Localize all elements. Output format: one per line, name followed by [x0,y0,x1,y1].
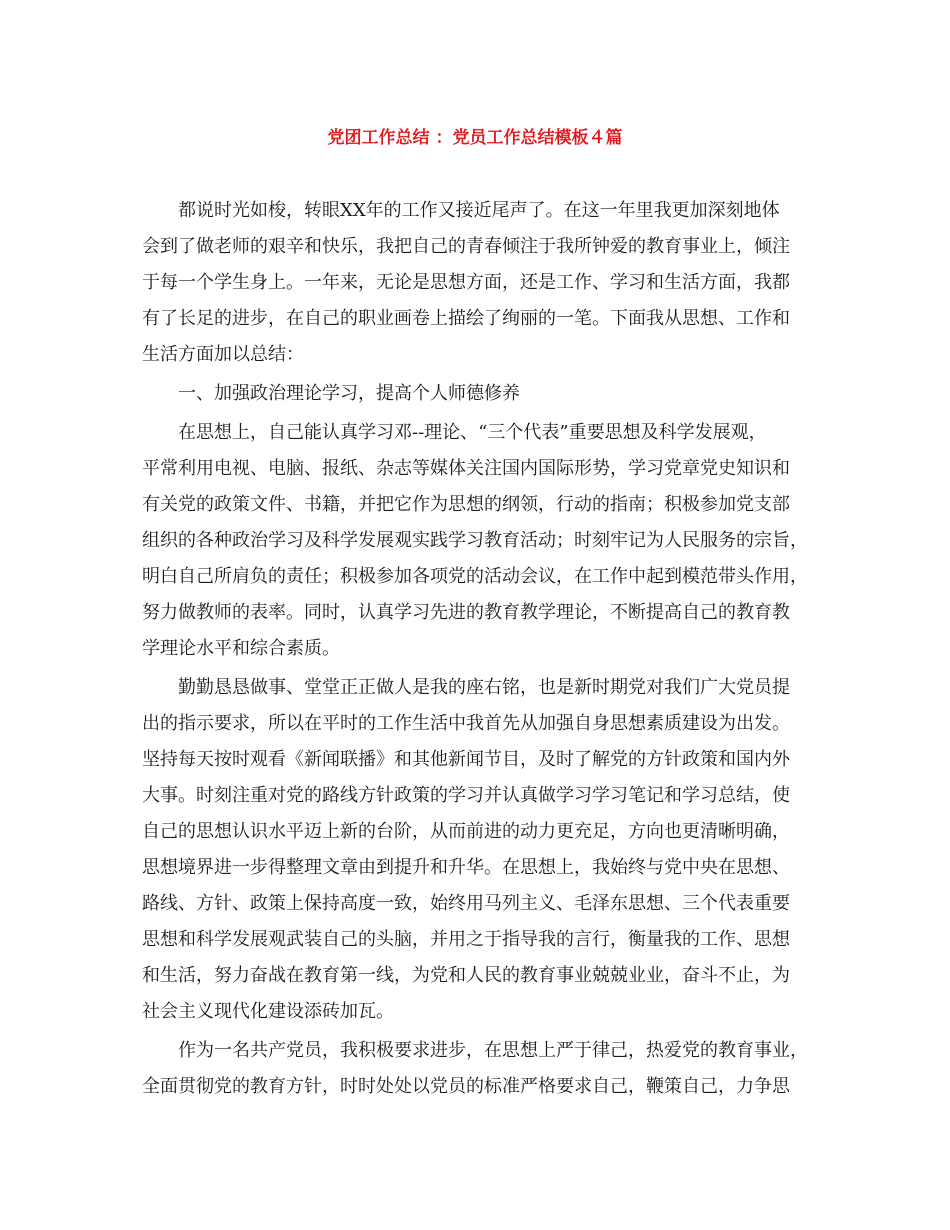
body-line: 平常利用电视、电脑、报纸、杂志等媒体关注国内国际形势，学习党章党史知识和 [142,458,790,479]
section-heading: 一、加强政治理论学习，提高个人师德修养 [178,383,520,404]
body-line: 全面贯彻党的教育方针，时时处处以党员的标准严格要求自己，鞭策自己，力争思 [142,1076,790,1097]
body-line: 在思想上，自己能认真学习邓--理论、“三个代表”重要思想及科学发展观， [178,422,767,443]
body-line: 和生活，努力奋战在教育第一线，为党和人民的教育事业兢兢业业，奋斗不止，为 [142,965,790,986]
body-line: 思想境界进一步得整理文章由到提升和升华。在思想上，我始终与党中央在思想、 [142,857,790,878]
body-line: 路线、方针、政策上保持高度一致，始终用马列主义、毛泽东思想、三个代表重要 [142,893,790,914]
body-line: 学理论水平和综合素质。 [142,638,340,659]
body-line: 勤勤恳恳做事、堂堂正正做人是我的座右铭，也是新时期党对我们广大党员提 [178,677,790,698]
body-line: 会到了做老师的艰辛和快乐，我把自己的青春倾注于我所钟爱的教育事业上，倾注 [142,236,790,257]
body-line: 都说时光如梭，转眼XX年的工作又接近尾声了。在这一年里我更加深刻地体 [178,200,780,221]
body-line: 坚持每天按时观看《新闻联播》和其他新闻节目，及时了解党的方针政策和国内外 [142,749,790,770]
body-line: 思想和科学发展观武装自己的头脑，并用之于指导我的言行，衡量我的工作、思想 [142,929,790,950]
body-line: 出的指示要求，所以在平时的工作生活中我首先从加强自身思想素质建设为出发。 [142,713,790,734]
document-body [142,193,818,1105]
body-line: 大事。时刻注重对党的路线方针政策的学习并认真做学习学习笔记和学习总结，使 [142,785,790,806]
body-line: 生活方面加以总结： [142,344,304,365]
document-title: 党团工作总结 ：党员工作总结模板４篇 [327,128,623,148]
body-line: 有了长足的进步，在自己的职业画卷上描绘了绚丽的一笔。下面我从思想、工作和 [142,308,790,329]
body-line: 作为一名共产党员，我积极要求进步，在思想上严于律己，热爱党的教育事业， [178,1040,808,1061]
body-line: 努力做教师的表率。同时，认真学习先进的教育教学理论，不断提高自己的教育教 [142,602,790,623]
body-line: 社会主义现代化建设添砖加瓦。 [142,1001,394,1022]
body-line: 明白自己所肩负的责任；积极参加各项党的活动会议，在工作中起到模范带头作用， [142,566,808,587]
body-line: 自己的思想认识水平迈上新的台阶，从而前进的动力更充足，方向也更清晰明确， [142,821,790,842]
body-line: 有关党的政策文件、书籍，并把它作为思想的纲领，行动的指南；积极参加党支部 [142,494,790,515]
body-line: 组织的各种政治学习及科学发展观实践学习教育活动；时刻牢记为人民服务的宗旨， [142,530,808,551]
body-line: 于每一个学生身上。一年来，无论是思想方面，还是工作、学习和生活方面，我都 [142,272,790,293]
